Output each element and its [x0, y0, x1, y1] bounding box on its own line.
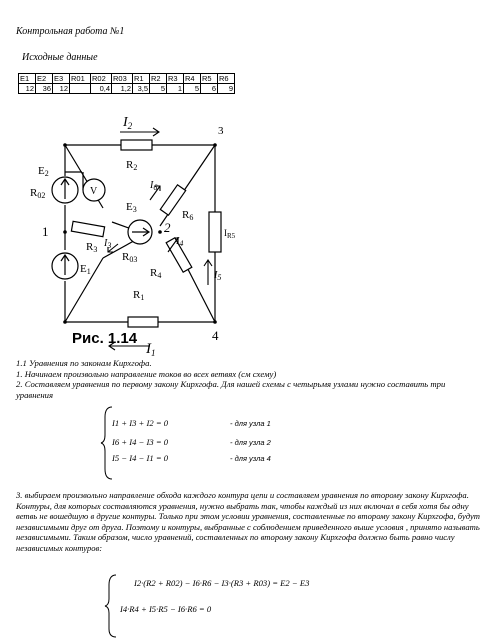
table-header-cell: R5 [201, 74, 218, 84]
label-node-2: 2 [164, 220, 171, 235]
table-header-cell: R1 [133, 74, 150, 84]
label-node-1: 1 [42, 224, 49, 239]
figure-caption: Рис. 1.14 [72, 330, 138, 347]
label-r03: R03 [122, 251, 138, 264]
label-e3: E3 [126, 201, 137, 214]
table-cell: 12 [19, 84, 36, 94]
resistor-r2 [121, 140, 152, 150]
page-title: Контрольная работа №1 [16, 26, 125, 37]
node-dot [213, 143, 217, 147]
node-dot [63, 230, 67, 234]
kcl-equation-2: I6 + I4 − I3 = 0 [112, 437, 169, 447]
table-cell: 0,4 [91, 84, 112, 94]
label-node-3: 3 [218, 125, 224, 137]
step-2-text: 2. Составляем уравнения по первому закону Кирхгофа. Для нашей схемы с четырьмя узлами нужно составить три уравнения [16, 379, 446, 401]
kvl-equation-1: I2·(R2 + R02) − I6·R6 − I3·(R3 + R03) = E2 − E3 [134, 578, 310, 588]
kcl-note-2: - для узла 2 [230, 438, 271, 447]
label-i1: $I_1$ [146, 341, 156, 358]
table-cell: 5 [150, 84, 167, 94]
label-r4: R4 [150, 267, 162, 280]
step-3-text [16, 490, 486, 554]
node-dot [158, 230, 162, 234]
table-cell: 1,2 [112, 84, 133, 94]
label-r02: R02 [30, 187, 46, 200]
table-header-cell: E2 [36, 74, 53, 84]
label-e1: E1 [80, 263, 91, 276]
kcl-equation-3: I5 − I4 − I1 = 0 [112, 453, 169, 463]
table-header-cell: R03 [112, 74, 133, 84]
kcl-equation-1: I1 + I3 + I2 = 0 [112, 418, 169, 428]
label-e2: E2 [38, 165, 49, 178]
table-header-cell: R4 [184, 74, 201, 84]
table-cell: 5 [184, 84, 201, 94]
resistor-r3 [71, 221, 104, 236]
table-cell: 6 [201, 84, 218, 94]
kcl-note-1: - для узла 1 [230, 419, 271, 428]
equation-brace [104, 573, 118, 639]
label-i3: $I_3$ [104, 238, 112, 250]
label-r2: R2 [126, 159, 138, 172]
label-r6: R6 [182, 209, 194, 222]
page-subtitle: Исходные данные [22, 52, 98, 63]
table-cell: 12 [53, 84, 70, 94]
label-i6: $I_6$ [150, 180, 158, 192]
table-cell: 1 [167, 84, 184, 94]
section-heading: 1.1 Уравнения по законам Кирхгофа. [16, 358, 152, 368]
resistor-r5 [209, 212, 221, 252]
step-3-paragraph: 3. выбираем произвольно направление обхода каждого контура цепи и составляем уравнения по второму закону Кирхгофа. Контуры, для которых составляются уравнения, нужно выбрать так, чтобы каждый из них включал в себя хотя бы одну ветвь не вошедшую в другие контуры. Только при этом условии уравнения, составленные по второму закону Кирхгофа, будут независимыми друг от друга. Поэтому и контуры, выбранные с соблюдением приведенного выше условия , принято называть независимыми. Таким образом, число уравнений, составленных по второму закону Кирхгофа должно быть равно числу независимых контуров: [16, 490, 481, 553]
label-r3: R3 [86, 241, 98, 254]
table-header-cell: E3 [53, 74, 70, 84]
resistor-r1 [128, 317, 158, 327]
node-dot [63, 143, 67, 147]
current-arrow-i5 [204, 260, 212, 285]
table-header-cell: R6 [218, 74, 235, 84]
node-dot [213, 320, 217, 324]
step-1-text: 1. Начинаем произвольно направление токов во всех ветвях (см схему) [16, 368, 277, 379]
label-node-4: 4 [212, 328, 219, 343]
table-header-cell: R3 [167, 74, 184, 84]
kvl-equation-2: I4·R4 + I5·R5 − I6·R6 = 0 [120, 604, 212, 614]
table-header-cell: E1 [19, 74, 36, 84]
label-voltmeter: V [90, 186, 98, 197]
table-header-cell: R02 [91, 74, 112, 84]
label-i5: $I_5$ [214, 270, 222, 282]
label-i2: $I_2$ [123, 115, 133, 131]
intro-section [16, 358, 482, 401]
label-i4: $I_4$ [176, 236, 184, 248]
table-header-cell: R2 [150, 74, 167, 84]
node-dot [63, 320, 67, 324]
label-r1: R1 [133, 289, 145, 302]
table-header-cell: R01 [70, 74, 91, 84]
label-r5: $I_{R5}$ [224, 228, 236, 240]
table-cell: 9 [218, 84, 235, 94]
table-cell: 3,5 [133, 84, 150, 94]
kcl-note-3: - для узла 4 [230, 454, 271, 463]
table-cell: 36 [36, 84, 53, 94]
